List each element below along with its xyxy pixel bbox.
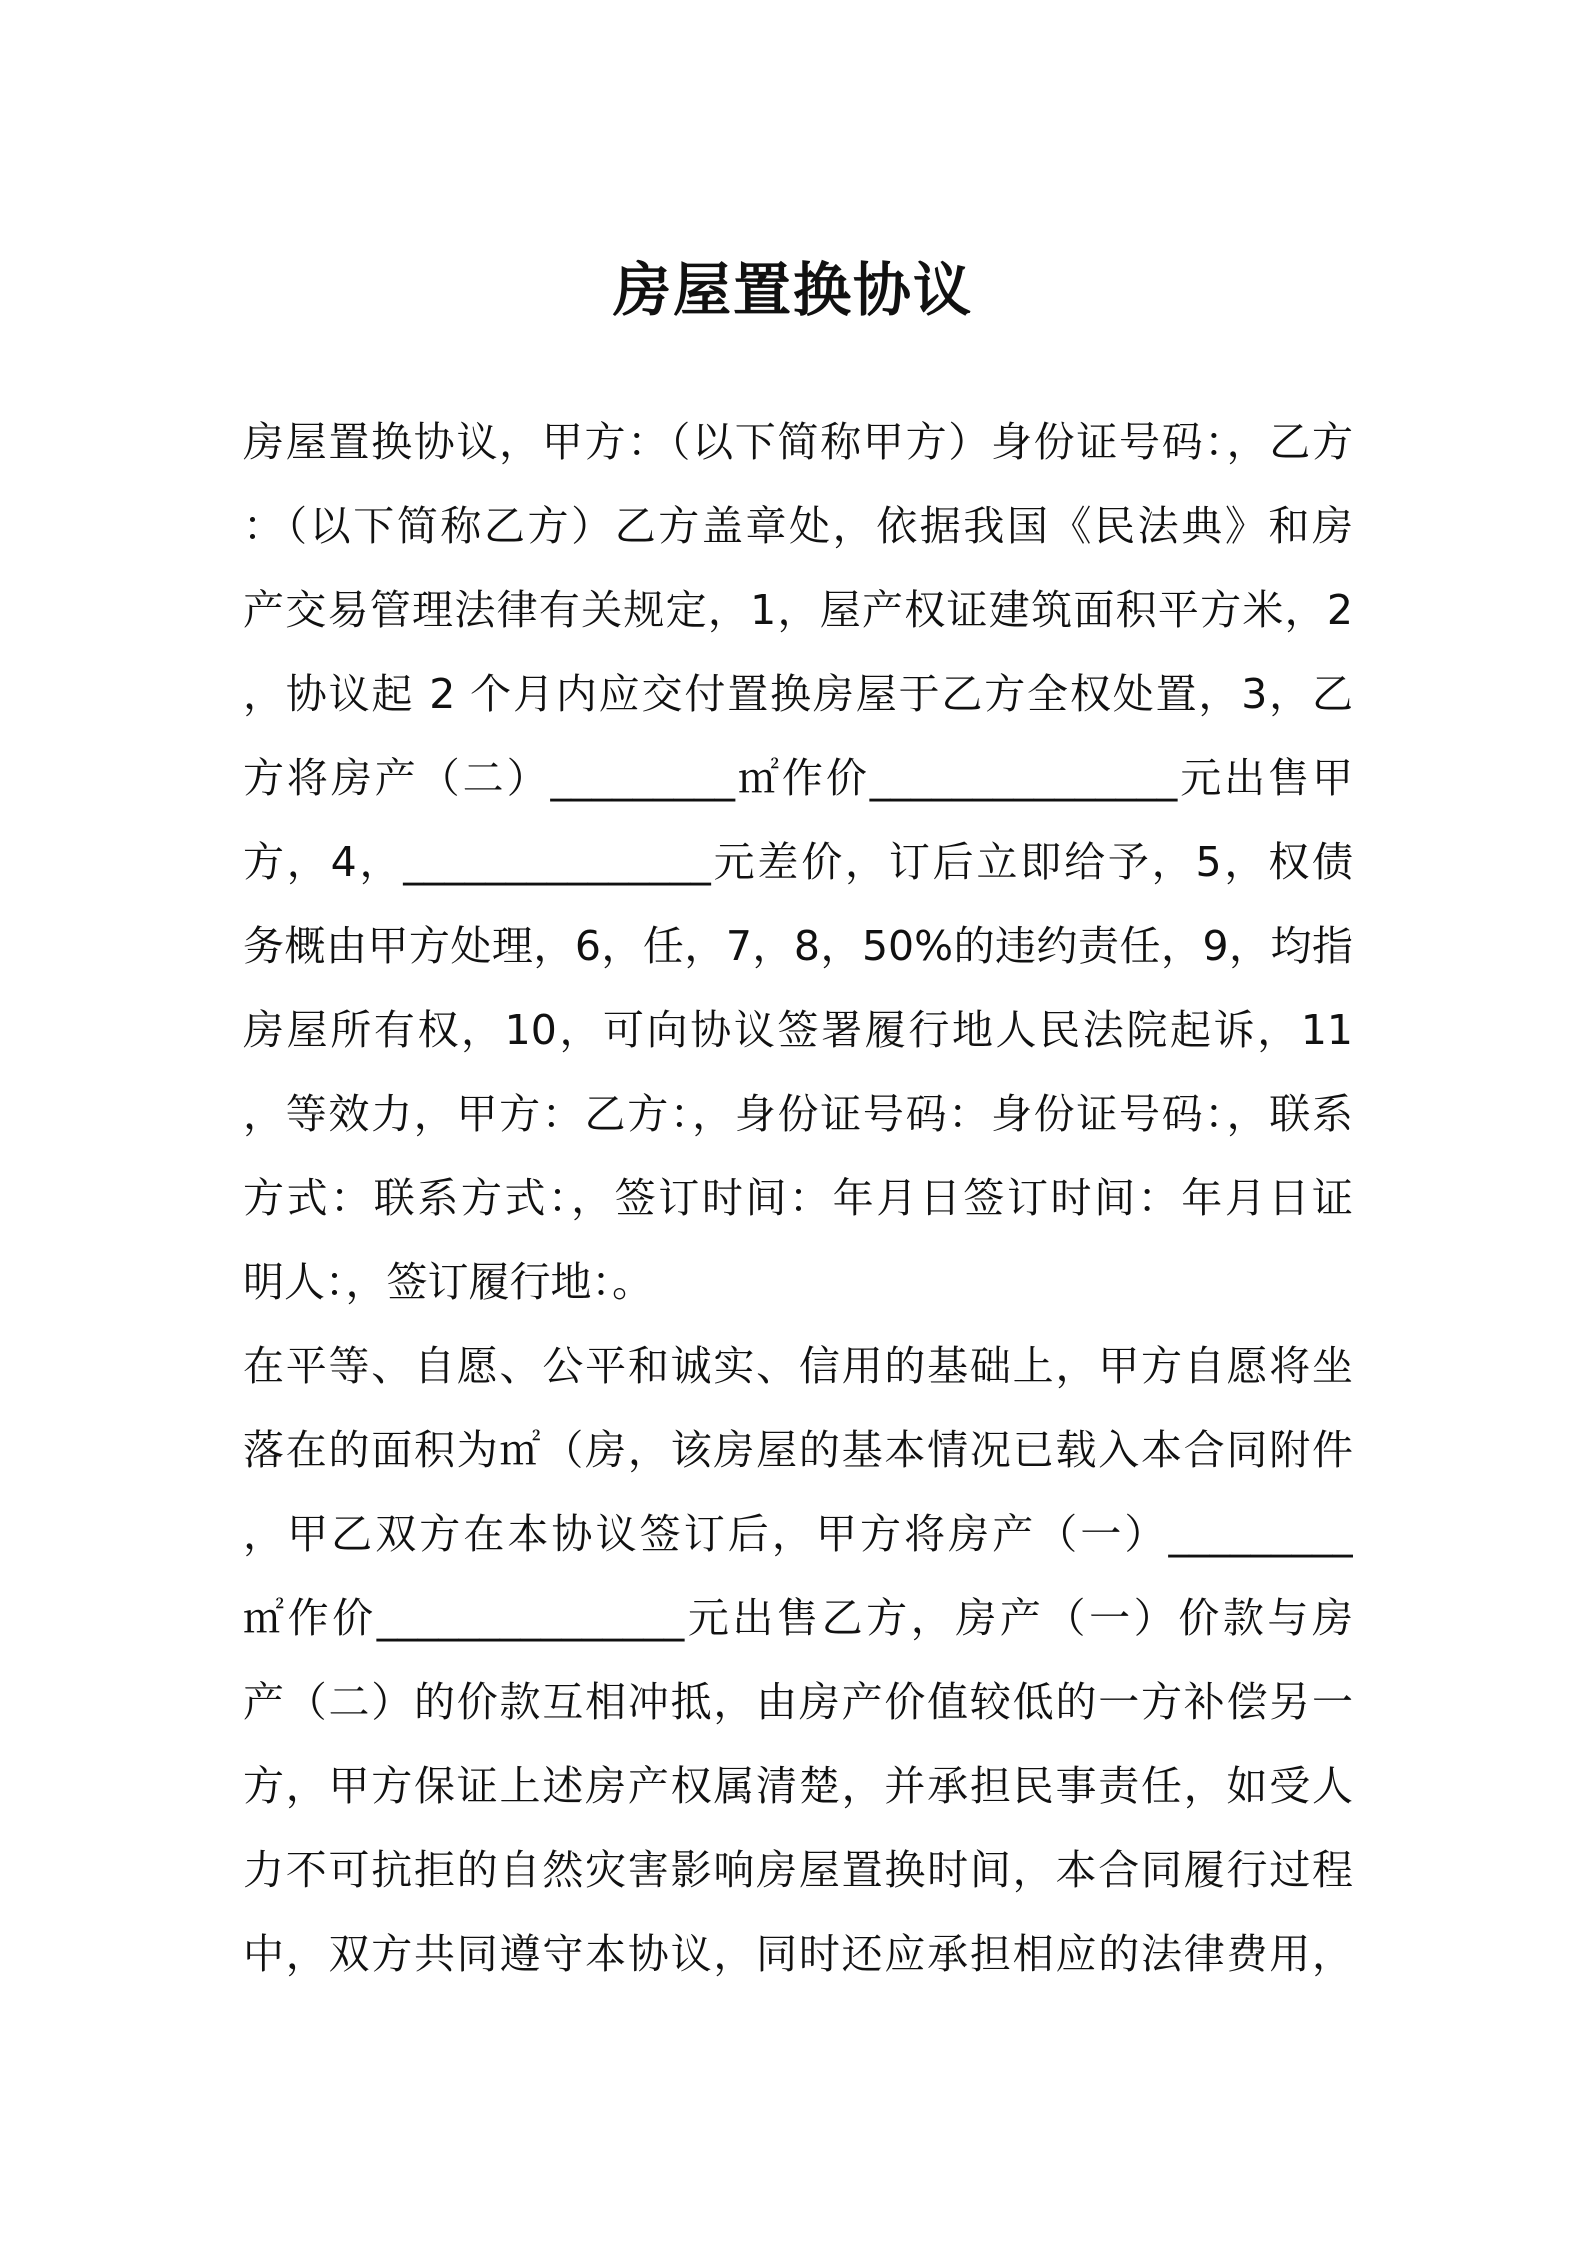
text-line: 务概由甲方处理，6，任，7，8，50%的违约责任，9，均指 (243, 922, 1353, 970)
text-line: ㎡作价_______________元出售乙方，房产（一）价款与房 (243, 1594, 1353, 1642)
text-line: 产交易管理法律有关规定，1，屋产权证建筑面积平方米，2 (243, 586, 1353, 634)
text-line: 房屋所有权，10，可向协议签署履行地人民法院起诉，11 (243, 1006, 1353, 1054)
paragraph-1 (243, 400, 1353, 1324)
text-line: 中，双方共同遵守本协议，同时还应承担相应的法律费用， (243, 1930, 1353, 1978)
text-line: 落在的面积为㎡（房，该房屋的基本情况已载入本合同附件 (243, 1426, 1353, 1474)
text-line: 方，4，_______________元差价，订后立即给予，5，权债 (243, 838, 1353, 886)
text-line: ，等效力，甲方：乙方：，身份证号码：身份证号码：，联系 (243, 1090, 1353, 1138)
text-line: 方将房产（二）_________㎡作价_______________元出售甲 (243, 754, 1353, 802)
text-line: 方式：联系方式：，签订时间：年月日签订时间：年月日证 (243, 1174, 1353, 1222)
text-line: 力不可抗拒的自然灾害影响房屋置换时间，本合同履行过程 (243, 1846, 1353, 1894)
text-line: ：（以下简称乙方）乙方盖章处，依据我国《民法典》和房 (243, 502, 1353, 550)
text-line: ，甲乙双方在本协议签订后，甲方将房产（一）_________ (243, 1510, 1353, 1558)
text-line: 产（二）的价款互相冲抵，由房产价值较低的一方补偿另一 (243, 1678, 1353, 1726)
paragraph-2 (243, 1324, 1353, 1996)
text-line: 房屋置换协议，甲方：（以下简称甲方）身份证号码：，乙方 (243, 418, 1353, 466)
text-line: ，协议起 2 个月内应交付置换房屋于乙方全权处置，3，乙 (243, 670, 1353, 718)
text-line: 在平等、自愿、公平和诚实、信用的基础上，甲方自愿将坐 (243, 1342, 1353, 1390)
document-body (243, 400, 1353, 1996)
document-title: 房屋置换协议 (612, 256, 973, 324)
text-line: 方，甲方保证上述房产权属清楚，并承担民事责任，如受人 (243, 1762, 1353, 1810)
text-line: 明人：，签订履行地：。 (243, 1258, 653, 1306)
